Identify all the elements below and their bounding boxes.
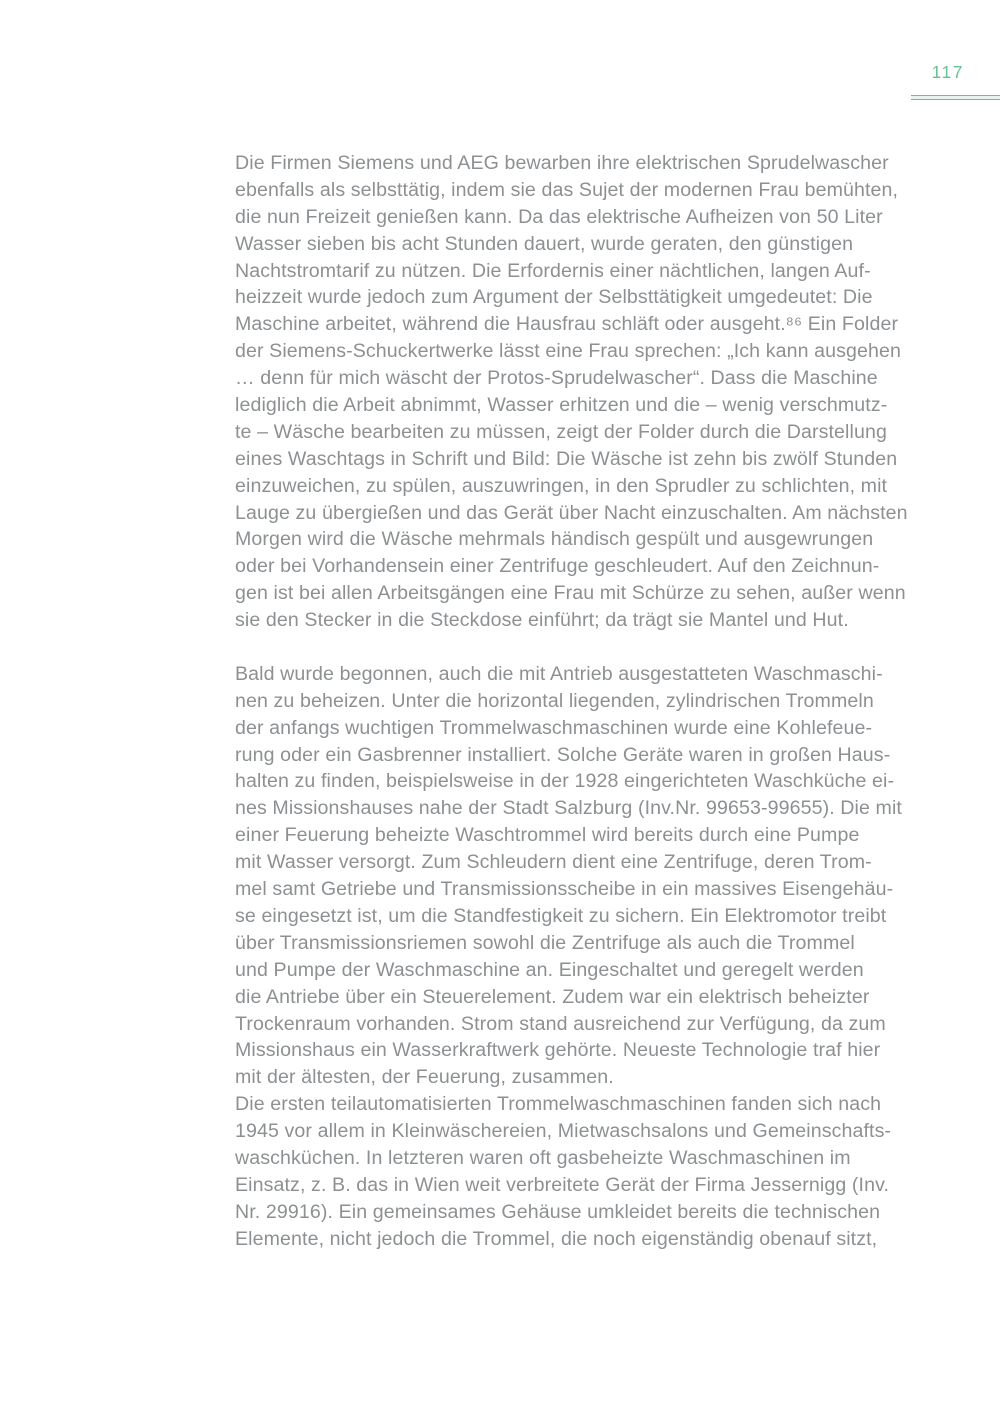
page-number: 117 [931,62,964,82]
text-line: mit der ältesten, der Feuerung, zusammen. [235,1066,614,1089]
text-line: Missionshaus ein Wasserkraftwerk gehörte. Neueste Technologie traf hier [235,1039,881,1062]
text-line: eines Waschtags in Schrift und Bild: Die Wäsche ist zehn bis zwölf Stunden [235,447,898,470]
header-rule [911,95,1000,100]
text-line: Wasser sieben bis acht Stunden dauert, wurde geraten, den günstigen [235,232,854,255]
text-line: mel samt Getriebe und Transmissionsscheibe in ein massives Eisengehäu- [235,878,894,901]
text-line: Trockenraum vorhanden. Strom stand ausreichend zur Verfügung, da zum [235,1012,886,1035]
text-line: Bald wurde begonnen, auch die mit Antrieb ausgestatteten Waschmaschi- [235,662,883,685]
text-line: Lauge zu übergießen und das Gerät über Nacht einzuschalten. Am nächsten [235,501,908,524]
text-line: Nr. 29916). Ein gemeinsames Gehäuse umkleidet bereits die technischen [235,1200,881,1223]
paragraph-1 [235,150,907,634]
text-line: einzuweichen, zu spülen, auszuwringen, in den Sprudler zu schlichten, mit [235,474,888,497]
text-line: die nun Freizeit genießen kann. Da das elektrische Aufheizen von 50 Liter [235,205,883,228]
text-line: Nachtstromtarif zu nützen. Die Erfordernis einer nächtlichen, langen Auf- [235,259,871,282]
paragraph-2 [235,661,907,1253]
text-line: sie den Stecker in die Steckdose einführt; da trägt sie Mantel und Hut. [235,609,849,632]
text-line: über Transmissionsriemen sowohl die Zentrifuge als auch die Trommel [235,931,855,954]
text-line: der anfangs wuchtigen Trommelwaschmaschinen wurde eine Kohlefeue- [235,716,873,739]
text-line: die Antriebe über ein Steuerelement. Zudem war ein elektrisch beheizter [235,985,870,1008]
text-line: oder bei Vorhandensein einer Zentrifuge geschleudert. Auf den Zeichnun- [235,555,880,578]
text-line: einer Feuerung beheizte Waschtrommel wird bereits durch eine Pumpe [235,824,860,847]
text-line: heizzeit wurde jedoch zum Argument der Selbsttätigkeit umgedeutet: Die [235,286,873,309]
text-line: Morgen wird die Wäsche mehrmals händisch gespült und ausgewrungen [235,528,874,551]
text-line: Einsatz, z. B. das in Wien weit verbreitete Gerät der Firma Jessernigg (Inv. [235,1173,890,1196]
text-line: der Siemens-Schuckertwerke lässt eine Frau sprechen: „Ich kann ausgehen [235,340,902,363]
text-line: rung oder ein Gasbrenner installiert. Solche Geräte waren in großen Haus- [235,743,891,766]
text-line: Elemente, nicht jedoch die Trommel, die noch eigenständig obenauf sitzt, [235,1227,878,1250]
body-text [235,150,907,1253]
text-line: se eingesetzt ist, um die Standfestigkeit zu sichern. Ein Elektromotor treibt [235,904,887,927]
text-line: 1945 vor allem in Kleinwäschereien, Mietwaschsalons und Gemeinschafts- [235,1120,892,1143]
text-line: Die ersten teilautomatisierten Trommelwaschmaschinen fanden sich nach [235,1093,882,1116]
text-line: mit Wasser versorgt. Zum Schleudern dient eine Zentrifuge, deren Trom- [235,851,872,874]
text-line: te – Wäsche bearbeiten zu müssen, zeigt der Folder durch die Darstellung [235,420,887,443]
text-line: lediglich die Arbeit abnimmt, Wasser erhitzen und die – wenig verschmutz- [235,394,888,417]
text-line: Maschine arbeitet, während die Hausfrau schläft oder ausgeht.⁸⁶ Ein Folder [235,313,899,336]
text-line: waschküchen. In letzteren waren oft gasbeheizte Waschmaschinen im [235,1146,851,1169]
text-line: ebenfalls als selbsttätig, indem sie das Sujet der modernen Frau bemühten, [235,178,899,201]
text-line: gen ist bei allen Arbeitsgängen eine Frau mit Schürze zu sehen, außer wenn [235,582,906,605]
text-line: nen zu beheizen. Unter die horizontal liegenden, zylindrischen Trommeln [235,689,874,712]
text-line: nes Missionshauses nahe der Stadt Salzburg (Inv.Nr. 99653-99655). Die mit [235,797,902,820]
text-line: halten zu finden, beispielsweise in der 1928 eingerichteten Waschküche ei- [235,770,895,793]
text-line: … denn für mich wäscht der Protos-Sprudelwascher“. Dass die Maschine [235,367,878,390]
text-line: Die Firmen Siemens und AEG bewarben ihre elektrischen Sprudelwascher [235,152,889,174]
text-line: und Pumpe der Waschmaschine an. Eingeschaltet und geregelt werden [235,958,864,981]
